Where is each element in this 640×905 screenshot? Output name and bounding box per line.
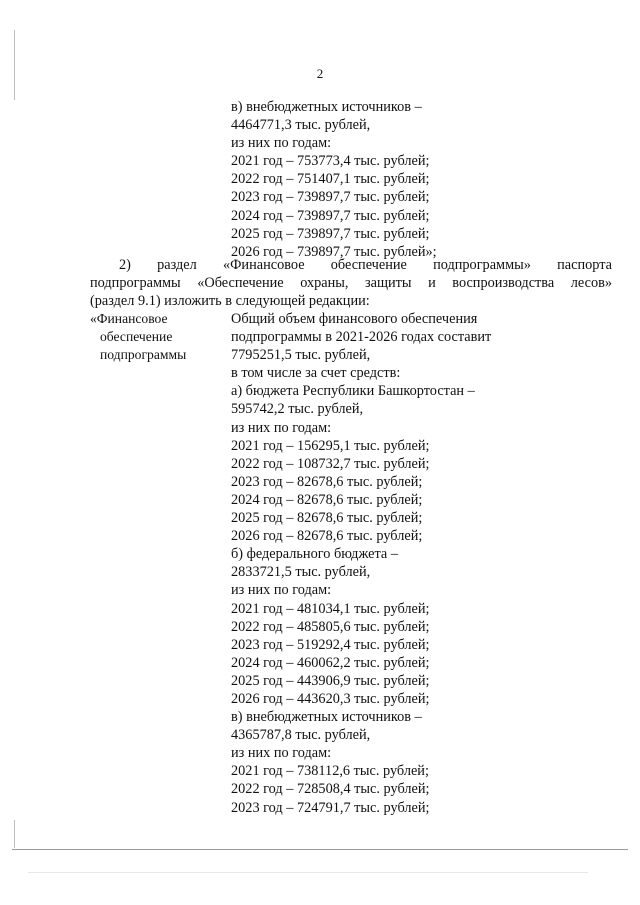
text-line: 595742,2 тыс. рублей,: [231, 401, 364, 418]
text-line: 2025 год – 739897,7 тыс. рублей;: [231, 225, 430, 242]
text-line: из них по годам:: [231, 582, 332, 599]
text-line: б) федерального бюджета –: [231, 546, 398, 563]
amendment-paragraph: [90, 256, 612, 310]
text-line: 4464771,3 тыс. рублей,: [231, 117, 371, 134]
text-line: из них по годам:: [231, 135, 332, 152]
text-line: из них по годам:: [231, 745, 332, 762]
funding-details-block: [231, 310, 571, 817]
label-line: обеспечение: [100, 329, 173, 345]
paragraph-line: (раздел 9.1) изложить в следующей редакции:: [90, 293, 370, 310]
text-line: 2022 год – 751407,1 тыс. рублей;: [231, 171, 430, 188]
text-line: 2023 год – 519292,4 тыс. рублей;: [231, 636, 430, 653]
text-line: в) внебюджетных источников –: [231, 99, 422, 115]
text-line: 2026 год – 739897,7 тыс. рублей»;: [231, 243, 437, 260]
text-line: 4365787,8 тыс. рублей,: [231, 727, 371, 744]
text-line: в том числе за счет средств:: [231, 365, 401, 382]
text-line: 2022 год – 108732,7 тыс. рублей;: [231, 455, 430, 472]
text-line: 2022 год – 728508,4 тыс. рублей;: [231, 781, 430, 798]
footer-rule: [12, 849, 628, 850]
scan-margin-mark: [14, 820, 15, 848]
text-line: 2833721,5 тыс. рублей,: [231, 564, 371, 581]
text-line: 2023 год – 82678,6 тыс. рублей;: [231, 473, 423, 490]
text-line: 2021 год – 481034,1 тыс. рублей;: [231, 600, 430, 617]
paragraph-line: 2) раздел «Финансовое обеспечение подпрограммы» паспорта: [119, 257, 612, 273]
continued-funding-block: [231, 98, 561, 261]
page-number: 2: [316, 66, 324, 81]
text-line: 2026 год – 443620,3 тыс. рублей;: [231, 690, 430, 707]
text-line: 2021 год – 156295,1 тыс. рублей;: [231, 437, 430, 454]
text-line: 2024 год – 739897,7 тыс. рублей;: [231, 207, 430, 224]
text-line: 2023 год – 739897,7 тыс. рублей;: [231, 189, 430, 206]
label-line: подпрограммы: [100, 347, 187, 363]
label-line: «Финансовое: [90, 311, 168, 326]
text-line: Общий объем финансового обеспечения: [231, 311, 478, 327]
section-label: [90, 310, 220, 364]
text-line: 2024 год – 460062,2 тыс. рублей;: [231, 654, 430, 671]
text-line: из них по годам:: [231, 419, 332, 436]
text-line: 2026 год – 82678,6 тыс. рублей;: [231, 528, 423, 545]
text-line: 7795251,5 тыс. рублей,: [231, 347, 371, 364]
scan-margin-mark: [14, 30, 15, 100]
text-line: 2025 год – 443906,9 тыс. рублей;: [231, 672, 430, 689]
text-line: 2021 год – 753773,4 тыс. рублей;: [231, 153, 430, 170]
paragraph-line: подпрограммы «Обеспечение охраны, защиты и воспроизводства лесов»: [90, 275, 612, 292]
text-line: в) внебюджетных источников –: [231, 709, 422, 726]
text-line: 2023 год – 724791,7 тыс. рублей;: [231, 799, 430, 816]
text-line: 2021 год – 738112,6 тыс. рублей;: [231, 763, 429, 780]
text-line: 2025 год – 82678,6 тыс. рублей;: [231, 510, 423, 527]
footer-rule: [28, 872, 588, 873]
text-line: а) бюджета Республики Башкортостан –: [231, 383, 475, 400]
text-line: 2024 год – 82678,6 тыс. рублей;: [231, 491, 423, 508]
text-line: подпрограммы в 2021-2026 годах составит: [231, 329, 492, 346]
text-line: 2022 год – 485805,6 тыс. рублей;: [231, 618, 430, 635]
